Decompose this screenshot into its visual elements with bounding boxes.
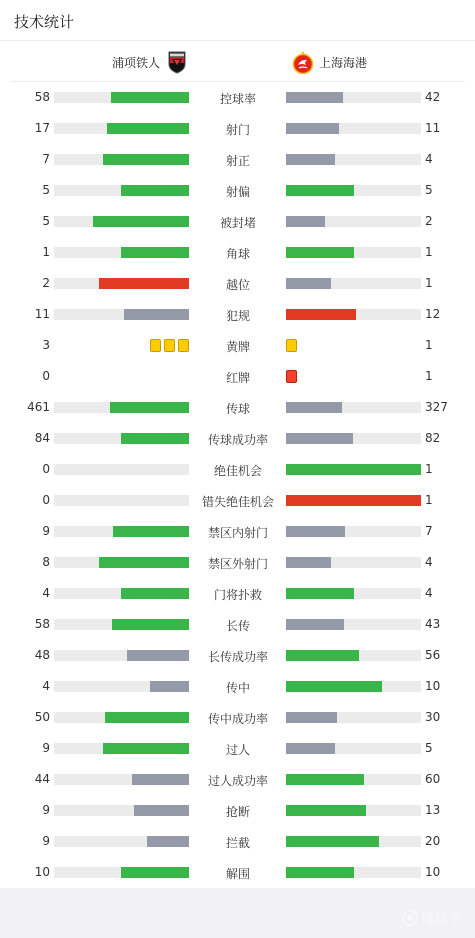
stat-label: 绝佳机会 [213, 464, 262, 478]
away-stat-value: 1 [425, 369, 433, 383]
away-stat-value: 1 [425, 245, 433, 259]
away-bar-track [286, 495, 421, 506]
away-bar-track [286, 588, 421, 599]
away-stat-value: 43 [425, 617, 441, 631]
home-stat-value: 4 [42, 586, 50, 600]
home-stat-value: 58 [34, 90, 50, 104]
home-bar-fill [121, 247, 189, 258]
away-stat-value: 327 [425, 400, 448, 414]
away-bar-fill [286, 650, 359, 661]
away-bar-fill [286, 681, 382, 692]
away-bar-track [286, 92, 421, 103]
away-bar-track [286, 278, 421, 289]
away-stat-value: 11 [425, 121, 441, 135]
stat-row [0, 392, 475, 423]
away-bar-fill [286, 123, 339, 134]
shanghai-port-crest-icon [292, 50, 314, 74]
away-bar-track [286, 216, 421, 227]
stat-label: 禁区外射门 [207, 557, 268, 571]
stat-label: 角球 [225, 247, 250, 261]
stat-row [0, 609, 475, 640]
away-bar-track [286, 247, 421, 258]
away-bar-fill [286, 278, 331, 289]
away-bar-fill [286, 557, 331, 568]
away-bar-fill [286, 216, 325, 227]
stat-row [0, 268, 475, 299]
away-stat-value: 56 [425, 648, 441, 662]
home-bar-fill [93, 216, 189, 227]
yellow-card-icon [178, 339, 189, 352]
home-stat-value: 0 [42, 462, 50, 476]
away-bar-track [286, 123, 421, 134]
home-bar-fill [110, 402, 189, 413]
away-bar-fill [286, 619, 344, 630]
home-bar-track [54, 867, 189, 878]
home-bar-fill [107, 123, 189, 134]
stat-row [0, 733, 475, 764]
away-bar-fill [286, 774, 364, 785]
home-stat-value: 5 [42, 183, 50, 197]
away-stat-value: 5 [425, 183, 433, 197]
away-stat-value: 5 [425, 741, 433, 755]
stat-label: 门将扑救 [213, 588, 262, 602]
stat-row [0, 82, 475, 113]
away-bar-fill [286, 309, 356, 320]
away-bar-fill [286, 526, 345, 537]
away-stat-value: 82 [425, 431, 441, 445]
stat-label: 解围 [225, 867, 250, 881]
yellow-card-icon [286, 339, 297, 352]
home-bar-track [54, 619, 189, 630]
watermark-text: 懂球帝 [420, 912, 463, 927]
stat-row [0, 454, 475, 485]
home-bar-fill [121, 867, 189, 878]
away-stat-value: 2 [425, 214, 433, 228]
red-card-icon [286, 370, 297, 383]
stat-label: 错失绝佳机会 [201, 495, 274, 509]
home-team[interactable] [112, 50, 188, 74]
home-stat-value: 9 [42, 741, 50, 755]
home-bar-fill [132, 774, 189, 785]
home-bar-track [54, 805, 189, 816]
away-bar-track [286, 712, 421, 723]
stats-header [0, 0, 475, 41]
away-cards [286, 339, 297, 352]
stat-label: 传中 [225, 681, 250, 695]
home-stat-value: 50 [34, 710, 50, 724]
home-bar-track [54, 278, 189, 289]
home-bar-track [54, 247, 189, 258]
stat-label: 黄牌 [225, 340, 250, 354]
home-team-name: 浦项铁人 [111, 55, 160, 70]
home-bar-fill [112, 619, 189, 630]
home-stat-value: 84 [34, 431, 50, 445]
home-stat-value: 2 [42, 276, 50, 290]
home-stat-value: 5 [42, 214, 50, 228]
home-bar-track [54, 774, 189, 785]
away-stat-value: 12 [425, 307, 441, 321]
stat-label: 犯规 [225, 309, 250, 323]
away-stat-value: 4 [425, 152, 433, 166]
home-bar-track [54, 154, 189, 165]
home-bar-fill [121, 588, 189, 599]
stat-row [0, 516, 475, 547]
away-bar-track [286, 526, 421, 537]
stat-label: 过人成功率 [207, 774, 268, 788]
stat-row [0, 330, 475, 361]
home-bar-fill [99, 557, 189, 568]
home-stat-value: 3 [42, 338, 50, 352]
stat-row [0, 671, 475, 702]
home-bar-track [54, 836, 189, 847]
home-bar-fill [121, 433, 189, 444]
away-bar-track [286, 185, 421, 196]
stat-row [0, 795, 475, 826]
away-team-name: 上海海港 [319, 55, 368, 70]
away-bar-track [286, 805, 421, 816]
home-bar-track [54, 185, 189, 196]
away-bar-track [286, 402, 421, 413]
home-stat-value: 58 [34, 617, 50, 631]
away-bar-track [286, 681, 421, 692]
home-stat-value: 9 [42, 524, 50, 538]
home-stat-value: 0 [42, 493, 50, 507]
stat-row [0, 423, 475, 454]
home-bar-track [54, 216, 189, 227]
home-bar-fill [127, 650, 189, 661]
away-cards [286, 370, 297, 383]
away-bar-fill [286, 402, 342, 413]
away-bar-track [286, 867, 421, 878]
watermark-logo-icon [402, 910, 418, 926]
home-bar-track [54, 433, 189, 444]
pohang-steelers-crest-icon [166, 50, 188, 74]
stat-row [0, 113, 475, 144]
home-stat-value: 9 [42, 834, 50, 848]
home-bar-fill [103, 154, 189, 165]
away-stat-value: 4 [425, 555, 433, 569]
away-stat-value: 1 [425, 462, 433, 476]
home-bar-track [54, 588, 189, 599]
away-bar-fill [286, 867, 354, 878]
stat-label: 拦截 [225, 836, 250, 850]
stat-label: 被封堵 [219, 216, 256, 230]
home-stat-value: 0 [42, 369, 50, 383]
home-bar-fill [105, 712, 189, 723]
away-bar-fill [286, 92, 343, 103]
away-stat-value: 1 [425, 493, 433, 507]
home-bar-fill [150, 681, 189, 692]
stat-row [0, 702, 475, 733]
stat-label: 红牌 [225, 371, 250, 385]
away-bar-fill [286, 185, 354, 196]
home-bar-fill [113, 526, 189, 537]
away-bar-fill [286, 743, 335, 754]
watermark [402, 908, 463, 927]
home-bar-track [54, 743, 189, 754]
away-stat-value: 20 [425, 834, 441, 848]
away-bar-fill [286, 433, 353, 444]
stat-label: 长传成功率 [207, 650, 268, 664]
home-bar-track [54, 495, 189, 506]
stat-label: 抢断 [225, 805, 250, 819]
stat-label: 传中成功率 [207, 712, 268, 726]
home-bar-fill [99, 278, 189, 289]
away-bar-track [286, 836, 421, 847]
home-bar-fill [124, 309, 189, 320]
away-bar-track [286, 557, 421, 568]
away-stat-value: 4 [425, 586, 433, 600]
away-bar-track [286, 433, 421, 444]
yellow-card-icon [150, 339, 161, 352]
stat-row [0, 485, 475, 516]
home-stat-value: 48 [34, 648, 50, 662]
home-bar-track [54, 557, 189, 568]
away-stat-value: 1 [425, 276, 433, 290]
stat-label: 射偏 [225, 185, 250, 199]
stat-label: 长传 [225, 619, 250, 633]
home-bar-track [54, 526, 189, 537]
home-stat-value: 4 [42, 679, 50, 693]
stat-label: 射正 [225, 154, 250, 168]
home-bar-track [54, 402, 189, 413]
home-bar-fill [111, 92, 189, 103]
away-stat-value: 1 [425, 338, 433, 352]
home-bar-track [54, 712, 189, 723]
stat-row [0, 826, 475, 857]
stat-label: 传球 [225, 402, 250, 416]
away-team[interactable] [292, 50, 367, 74]
away-bar-track [286, 774, 421, 785]
home-stat-value: 44 [34, 772, 50, 786]
home-bar-fill [121, 185, 189, 196]
home-stat-value: 461 [27, 400, 50, 414]
stat-row [0, 237, 475, 268]
away-bar-track [286, 743, 421, 754]
home-stat-value: 9 [42, 803, 50, 817]
away-bar-fill [286, 495, 421, 506]
stat-label: 越位 [225, 278, 250, 292]
stat-row [0, 857, 475, 888]
stat-row [0, 175, 475, 206]
home-bar-track [54, 92, 189, 103]
home-bar-track [54, 309, 189, 320]
page-title: 技术统计 [14, 13, 75, 31]
away-bar-fill [286, 464, 421, 475]
away-bar-track [286, 154, 421, 165]
home-bar-track [54, 464, 189, 475]
home-bar-fill [134, 805, 189, 816]
away-bar-track [286, 619, 421, 630]
away-stat-value: 13 [425, 803, 441, 817]
away-bar-fill [286, 805, 366, 816]
home-cards [150, 339, 189, 352]
stat-label: 射门 [225, 123, 250, 137]
home-bar-track [54, 681, 189, 692]
away-stat-value: 60 [425, 772, 441, 786]
away-bar-track [286, 309, 421, 320]
stat-row [0, 547, 475, 578]
home-stat-value: 8 [42, 555, 50, 569]
stat-label: 传球成功率 [207, 433, 268, 447]
stat-row [0, 764, 475, 795]
stat-label: 禁区内射门 [207, 526, 268, 540]
away-bar-fill [286, 712, 337, 723]
stat-row [0, 640, 475, 671]
away-stat-value: 42 [425, 90, 441, 104]
home-stat-value: 11 [34, 307, 50, 321]
stat-label: 控球率 [219, 92, 256, 106]
stat-row [0, 361, 475, 392]
home-stat-value: 7 [42, 152, 50, 166]
away-bar-fill [286, 588, 354, 599]
home-stat-value: 1 [42, 245, 50, 259]
away-bar-fill [286, 836, 379, 847]
home-bar-fill [147, 836, 189, 847]
away-bar-track [286, 650, 421, 661]
stat-row [0, 206, 475, 237]
home-stat-value: 10 [34, 865, 50, 879]
stat-row [0, 578, 475, 609]
away-stat-value: 30 [425, 710, 441, 724]
yellow-card-icon [164, 339, 175, 352]
away-bar-fill [286, 154, 335, 165]
away-stat-value: 10 [425, 865, 441, 879]
away-stat-value: 10 [425, 679, 441, 693]
stat-label: 过人 [225, 743, 250, 757]
home-bar-fill [103, 743, 189, 754]
away-bar-fill [286, 247, 354, 258]
stats-list [0, 82, 475, 888]
away-stat-value: 7 [425, 524, 433, 538]
stat-row [0, 299, 475, 330]
stat-row [0, 144, 475, 175]
home-bar-track [54, 123, 189, 134]
home-stat-value: 17 [34, 121, 50, 135]
teams-row [10, 41, 465, 82]
home-bar-track [54, 650, 189, 661]
away-bar-track [286, 464, 421, 475]
footer [0, 888, 475, 938]
